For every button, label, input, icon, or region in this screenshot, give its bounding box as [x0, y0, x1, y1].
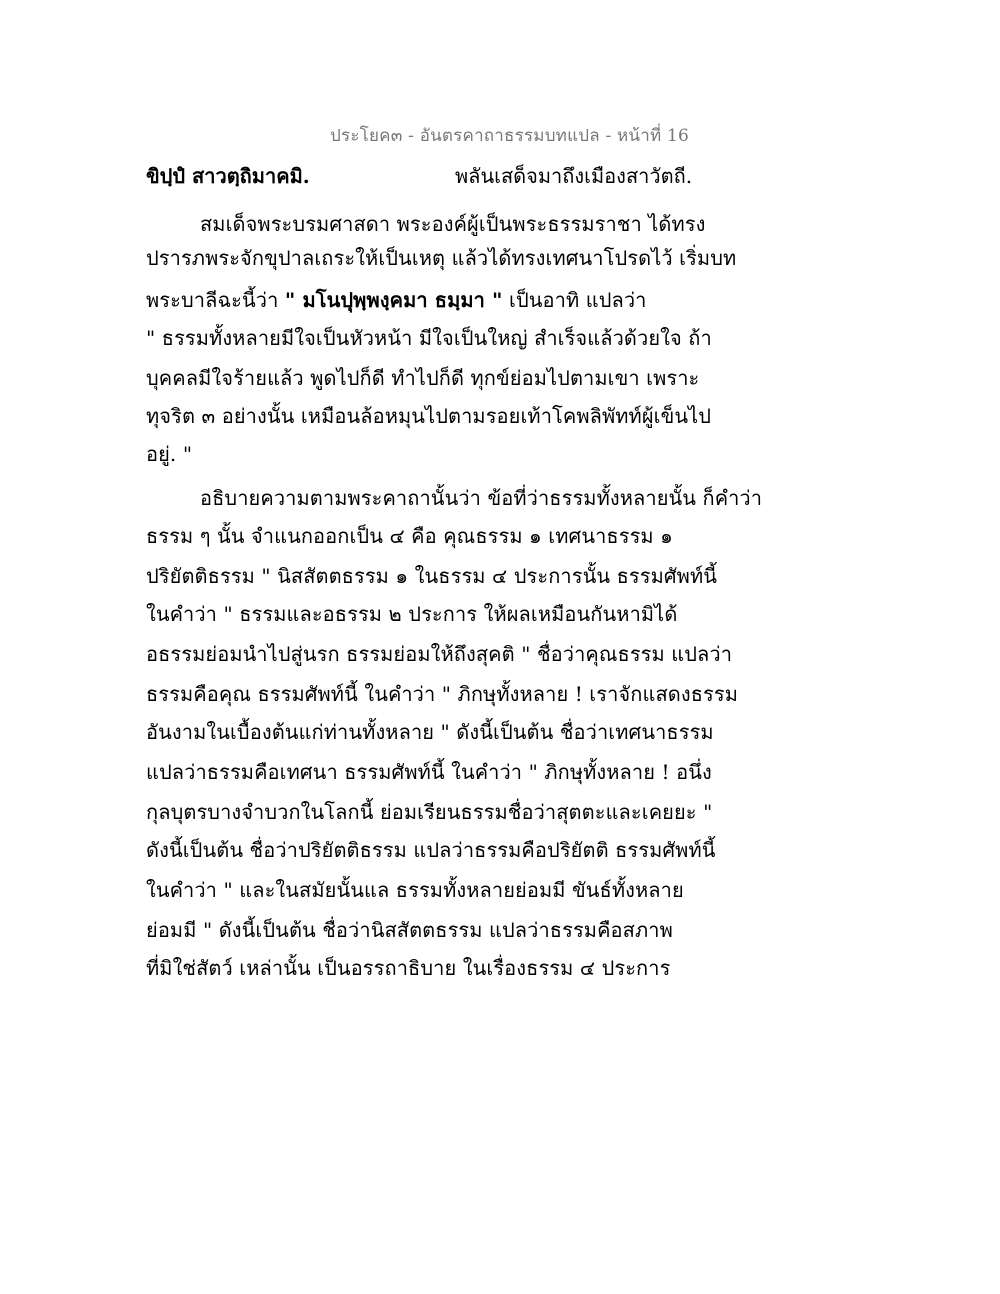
paragraph-2-line-10: ดังนี้เป็นต้น ชื่อว่าปริยัตติธรรม แปลว่าธรรมคือปริยัตติ ธรรมศัพท์นี้: [146, 838, 716, 862]
paragraph-1-line-5: บุคคลมีใจร้ายแล้ว พูดไปก็ดี ทำไปก็ดี ทุกข์ย่อมไปตามเขา เพราะ: [146, 366, 700, 390]
paragraph-1-line-3-post: เป็นอาทิ แปลว่า: [502, 288, 647, 312]
paragraph-2-line-1: อธิบายความตามพระคาถานั้นว่า ข้อที่ว่าธรรมทั้งหลายนั้น ก็คำว่า: [200, 486, 763, 510]
paragraph-2-line-7: อันงามในเบื้องต้นแก่ท่านทั้งหลาย " ดังนี้เป็นต้น ชื่อว่าเทศนาธรรม: [146, 720, 714, 744]
paragraph-2-line-4: ในคำว่า " ธรรมและอธรรม ๒ ประการ ให้ผลเหมือนกันหามิได้: [146, 602, 678, 626]
pali-verse-line: ขิปฺปํ สาวตฺถิมาคมิ.: [146, 164, 310, 188]
paragraph-1-line-2: ปรารภพระจักขุปาลเถระให้เป็นเหตุ แล้วได้ทรงเทศนาโปรดไว้ เริ่มบท: [146, 246, 737, 270]
paragraph-1-line-1: สมเด็จพระบรมศาสดา พระองค์ผู้เป็นพระธรรมราชา ได้ทรง: [200, 212, 706, 236]
thai-translation-line: พลันเสด็จมาถึงเมืองสาวัตถี.: [455, 164, 693, 188]
paragraph-1-line-4: " ธรรมทั้งหลายมีใจเป็นหัวหน้า มีใจเป็นใหญ่ สำเร็จแล้วด้วยใจ ถ้า: [146, 326, 712, 350]
paragraph-1-line-3: [146, 284, 647, 316]
running-header: ประโยค๓ - อันตรคาถาธรรมบทแปล - หน้าที่ 16: [330, 126, 690, 146]
paragraph-2-line-3: ปริยัตติธรรม " นิสสัตตธรรม ๑ ในธรรม ๔ ประการนั้น ธรรมศัพท์นี้: [146, 564, 718, 588]
paragraph-2-line-12: ย่อมมี " ดังนี้เป็นต้น ชื่อว่านิสสัตตธรรม แปลว่าธรรมคือสภาพ: [146, 918, 673, 942]
paragraph-2-line-13: ที่มิใช่สัตว์ เหล่านั้น เป็นอรรถาธิบาย ในเรื่องธรรม ๔ ประการ: [146, 956, 671, 980]
paragraph-2-line-9: กุลบุตรบางจำบวกในโลกนี้ ย่อมเรียนธรรมชื่อว่าสุตตะและเคยยะ ": [146, 800, 713, 824]
paragraph-2-line-6: ธรรมคือคุณ ธรรมศัพท์นี้ ในคำว่า " ภิกษุทั้งหลาย ! เราจักแสดงธรรม: [146, 682, 738, 706]
paragraph-1-line-7: อยู่. ": [146, 442, 193, 466]
paragraph-2-line-2: ธรรม ๆ นั้น จำแนกออกเป็น ๔ คือ คุณธรรม ๑ เทศนาธรรม ๑: [146, 524, 673, 548]
paragraph-1-line-6: ทุจริต ๓ อย่างนั้น เหมือนล้อหมุนไปตามรอยเท้าโคพลิพัทท์ผู้เข็นไป: [146, 404, 712, 428]
paragraph-2-line-8: แปลว่าธรรมคือเทศนา ธรรมศัพท์นี้ ในคำว่า " ภิกษุทั้งหลาย ! อนึ่ง: [146, 760, 712, 784]
paragraph-1-line-3-pre: พระบาลีฉะนี้ว่า: [146, 288, 285, 312]
paragraph-2-line-11: ในคำว่า " และในสมัยนั้นแล ธรรมทั้งหลายย่อมมี ขันธ์ทั้งหลาย: [146, 878, 684, 902]
pali-quote: " มโนปุพฺพงฺคมา ธมฺมา ": [284, 288, 503, 312]
paragraph-2-line-5: อธรรมย่อมนำไปสู่นรก ธรรมย่อมให้ถึงสุคติ " ชื่อว่าคุณธรรม แปลว่า: [146, 642, 733, 666]
